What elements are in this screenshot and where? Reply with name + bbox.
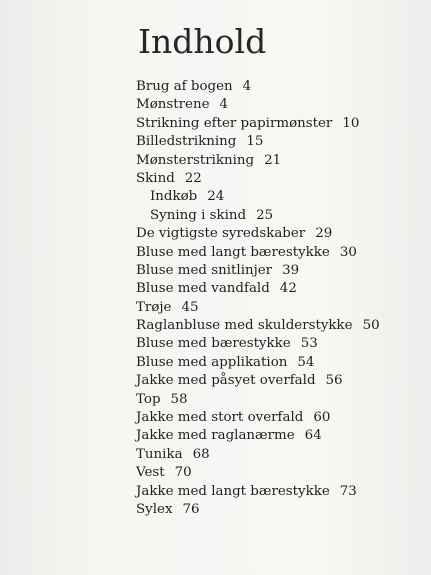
toc-entry-title: Brug af bogen	[136, 79, 233, 94]
toc-entry	[136, 244, 380, 262]
toc-entry	[136, 225, 380, 243]
toc-entry-page: 15	[246, 134, 264, 150]
table-of-contents	[136, 78, 380, 519]
toc-entry-page: 4	[219, 97, 229, 113]
toc-entry-page: 56	[325, 373, 343, 389]
toc-entry	[136, 170, 380, 188]
toc-entry-title: Raglanbluse med skulderstykke	[136, 318, 353, 334]
toc-entry-page: 25	[256, 207, 274, 223]
toc-entry-page: 22	[184, 170, 202, 186]
toc-entry-page: 10	[342, 115, 360, 131]
toc-entry-page: 53	[300, 336, 318, 352]
toc-entry	[136, 446, 380, 464]
toc-entry-title: Syning i skind	[150, 207, 247, 223]
toc-entry	[136, 299, 380, 317]
toc-entry-title: Bluse med langt bærestykke	[136, 244, 330, 260]
toc-entry	[136, 427, 380, 445]
toc-entry-title: Bluse med bærestykke	[136, 336, 291, 352]
toc-entry	[136, 483, 380, 501]
toc-entry	[136, 409, 380, 427]
toc-entry	[136, 280, 380, 298]
toc-entry-title: Bluse med vandfald	[136, 281, 270, 297]
toc-entry-title: Tunika	[136, 446, 183, 462]
toc-entry-page: 54	[297, 354, 315, 370]
toc-entry-page: 42	[279, 281, 297, 297]
toc-entry	[136, 188, 380, 206]
toc-entry	[136, 152, 380, 170]
toc-entry	[136, 501, 380, 519]
toc-entry-page: 29	[315, 226, 333, 242]
toc-entry	[136, 372, 380, 390]
toc-entry	[136, 391, 380, 409]
toc-entry-title: De vigtigste syredskaber	[136, 226, 306, 242]
toc-entry-title: Strikning efter papirmønster	[136, 115, 333, 131]
toc-entry-page: 58	[170, 391, 188, 407]
toc-entry	[136, 464, 380, 482]
toc-entry-title: Bluse med snitlinjer	[136, 262, 273, 278]
toc-entry-page: 73	[339, 483, 357, 499]
page-title: Indhold	[138, 22, 267, 61]
toc-entry-title: Bluse med applikation	[136, 354, 288, 370]
toc-entry-title: Sylex	[136, 501, 173, 517]
toc-entry-page: 45	[181, 299, 199, 315]
toc-entry-title: Vest	[136, 465, 165, 481]
toc-entry-title: Indkøb	[150, 189, 198, 205]
toc-entry	[136, 78, 380, 96]
toc-entry-title: Mønsterstrikning	[136, 152, 255, 168]
toc-entry-page: 70	[174, 465, 192, 481]
toc-entry-title: Top	[136, 391, 161, 407]
toc-entry-page: 4	[242, 79, 252, 94]
toc-entry-title: Billedstrikning	[136, 134, 237, 150]
toc-entry-title: Trøje	[136, 299, 172, 315]
toc-entry-page: 60	[313, 410, 331, 426]
toc-entry-page: 21	[264, 152, 282, 168]
toc-entry	[136, 335, 380, 353]
toc-entry	[136, 115, 380, 133]
toc-entry-page: 68	[192, 446, 210, 462]
toc-entry	[136, 133, 380, 151]
toc-entry-page: 24	[207, 189, 225, 205]
toc-entry-page: 50	[362, 318, 380, 334]
toc-entry	[136, 207, 380, 225]
toc-entry	[136, 262, 380, 280]
toc-entry-page: 76	[182, 501, 200, 517]
toc-entry	[136, 354, 380, 372]
toc-entry-title: Mønstrene	[136, 97, 210, 113]
toc-entry-page: 39	[282, 262, 300, 278]
toc-entry-page: 64	[304, 428, 322, 444]
toc-entry-title: Jakke med raglanærme	[136, 428, 295, 444]
toc-entry-title: Jakke med påsyet overfald	[136, 373, 316, 389]
toc-entry-title: Jakke med langt bærestykke	[136, 483, 330, 499]
toc-entry-title: Jakke med stort overfald	[136, 410, 304, 426]
toc-entry-page: 30	[339, 244, 357, 260]
toc-entry	[136, 96, 380, 114]
toc-entry	[136, 317, 380, 335]
toc-entry-title: Skind	[136, 170, 175, 186]
